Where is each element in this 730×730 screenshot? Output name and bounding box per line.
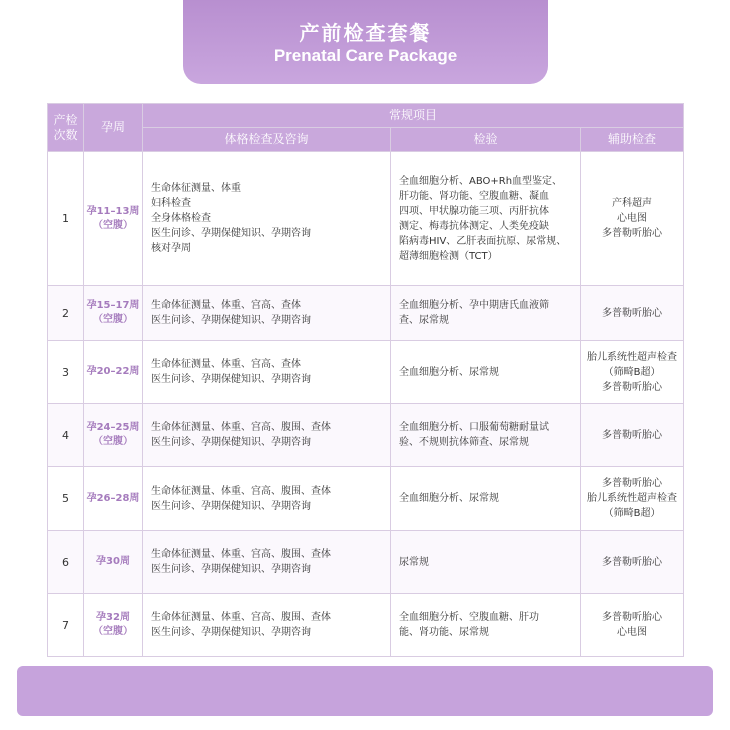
physical-cell: 生命体征测量、体重、宫高、腹围、查体 医生问诊、孕期保健知识、孕期咨询 (143, 531, 391, 594)
header-auxiliary-exam: 辅助检查 (581, 128, 684, 152)
table-row (48, 531, 684, 594)
physical-cell: 生命体征测量、体重 妇科检查 全身体格检查 医生问诊、孕期保健知识、孕期咨询 核对孕周 (143, 152, 391, 286)
page-title-en: Prenatal Care Package (273, 46, 458, 65)
lab-cell: 全血细胞分析、ABO+Rh血型鉴定、 肝功能、肾功能、空腹血糖、凝血 四项、甲状腺功能三项、丙肝抗体 测定、梅毒抗体测定、人类免疫缺 陷病毒HIV、乙肝表面抗原、尿常规、 超薄细胞检测（TCT） (391, 152, 581, 286)
physical-cell: 生命体征测量、体重、宫高、腹围、查体 医生问诊、孕期保健知识、孕期咨询 (143, 594, 391, 657)
table-row (48, 404, 684, 467)
lab-cell: 全血细胞分析、尿常规 (391, 341, 581, 404)
aux-cell: 多普勒听胎心 (581, 286, 684, 341)
page-title-cn: 产前检查套餐 (299, 21, 432, 45)
table-row (48, 341, 684, 404)
lab-cell: 全血细胞分析、口服葡萄糖耐量试 验、不规则抗体筛查、尿常规 (391, 404, 581, 467)
week-cell: 孕30周 (84, 531, 143, 594)
lab-cell: 全血细胞分析、孕中期唐氏血液筛 查、尿常规 (391, 286, 581, 341)
header-visit-count: 产检 次数 (48, 104, 84, 152)
table-row (48, 286, 684, 341)
header-gestational-week: 孕周 (84, 104, 143, 152)
aux-cell: 多普勒听胎心 胎儿系统性超声检查 （筛畸B超） (581, 467, 684, 531)
table-row (48, 152, 684, 286)
week-cell: 孕26–28周 (84, 467, 143, 531)
aux-cell: 多普勒听胎心 (581, 531, 684, 594)
footer-bar (17, 666, 713, 716)
table-row (48, 467, 684, 531)
visit-number: 6 (48, 531, 84, 594)
lab-cell: 全血细胞分析、尿常规 (391, 467, 581, 531)
header-physical-exam: 体格检查及咨询 (143, 128, 391, 152)
week-cell: 孕24–25周 （空腹） (84, 404, 143, 467)
header-banner (183, 0, 548, 84)
aux-cell: 胎儿系统性超声检查 （筛畸B超） 多普勒听胎心 (581, 341, 684, 404)
aux-cell: 产科超声 心电图 多普勒听胎心 (581, 152, 684, 286)
visit-number: 4 (48, 404, 84, 467)
physical-cell: 生命体征测量、体重、宫高、腹围、查体 医生问诊、孕期保健知识、孕期咨询 (143, 404, 391, 467)
header-lab-tests: 检验 (391, 128, 581, 152)
lab-cell: 全血细胞分析、空腹血糖、肝功 能、肾功能、尿常规 (391, 594, 581, 657)
aux-cell: 多普勒听胎心 心电图 (581, 594, 684, 657)
prenatal-package-table (47, 103, 684, 657)
week-cell: 孕20–22周 (84, 341, 143, 404)
visit-number: 5 (48, 467, 84, 531)
week-cell: 孕32周 （空腹） (84, 594, 143, 657)
physical-cell: 生命体征测量、体重、宫高、查体 医生问诊、孕期保健知识、孕期咨询 (143, 286, 391, 341)
week-cell: 孕11–13周 （空腹） (84, 152, 143, 286)
physical-cell: 生命体征测量、体重、宫高、腹围、查体 医生问诊、孕期保健知识、孕期咨询 (143, 467, 391, 531)
visit-number: 1 (48, 152, 84, 286)
aux-cell: 多普勒听胎心 (581, 404, 684, 467)
physical-cell: 生命体征测量、体重、宫高、查体 医生问诊、孕期保健知识、孕期咨询 (143, 341, 391, 404)
visit-number: 3 (48, 341, 84, 404)
table-row (48, 594, 684, 657)
lab-cell: 尿常规 (391, 531, 581, 594)
visit-number: 2 (48, 286, 84, 341)
week-cell: 孕15–17周 （空腹） (84, 286, 143, 341)
visit-number: 7 (48, 594, 84, 657)
header-routine-items: 常规项目 (143, 104, 684, 128)
